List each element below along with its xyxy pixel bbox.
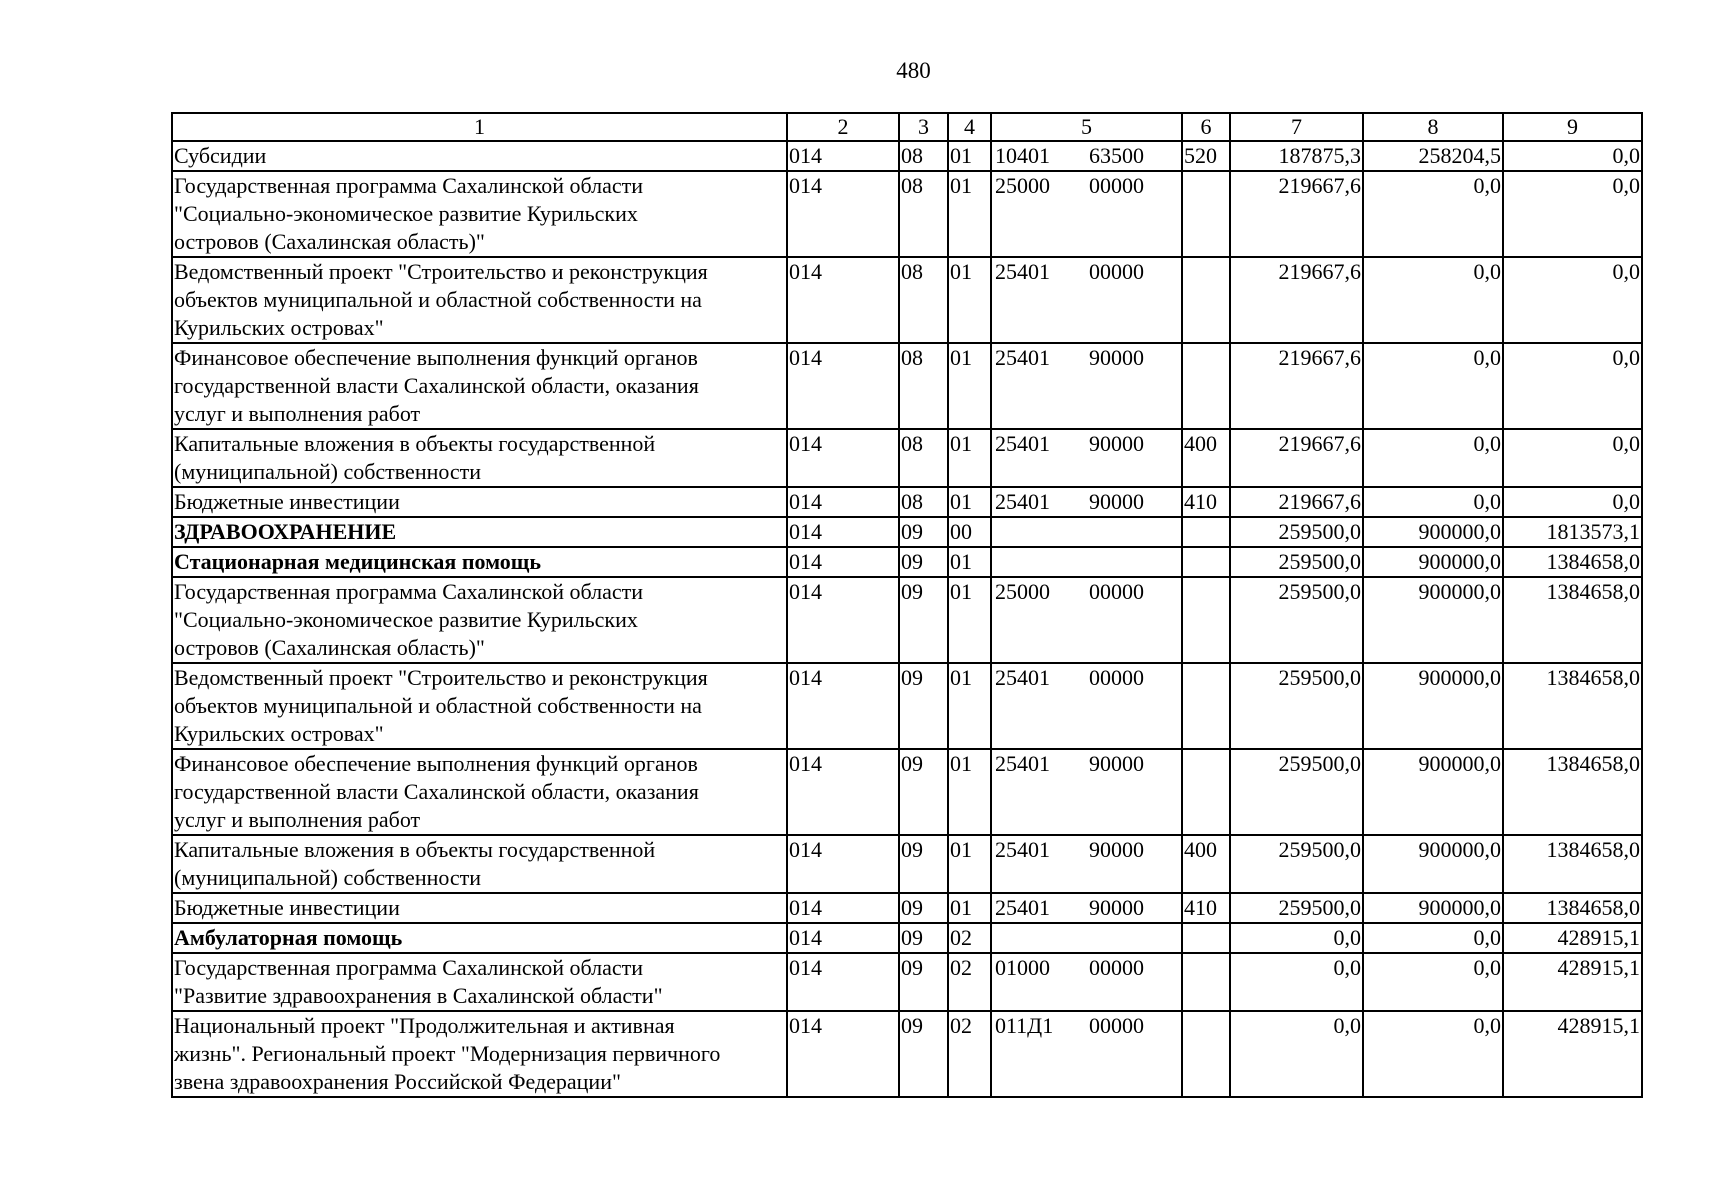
table-row [172, 1011, 1642, 1097]
expense-type-cell [1182, 171, 1230, 257]
admin-code-cell: 014 [787, 141, 899, 171]
table-row [172, 923, 1642, 953]
target-article-program: 011Д1 [995, 1013, 1054, 1038]
expense-type-cell [1182, 577, 1230, 663]
section-code-cell: 09 [899, 749, 948, 835]
target-article-direction: 90000 [1089, 489, 1144, 514]
table-row [172, 343, 1642, 429]
admin-code-cell: 014 [787, 749, 899, 835]
expense-type-cell [1182, 547, 1230, 577]
target-article-cell [991, 923, 1182, 953]
subsection-code-cell: 01 [948, 663, 991, 749]
subsection-code-cell: 01 [948, 487, 991, 517]
amount-col7-cell: 259500,0 [1230, 835, 1363, 893]
amount-col9-cell: 1384658,0 [1503, 893, 1642, 923]
admin-code-cell: 014 [787, 171, 899, 257]
header-cell: 3 [899, 113, 948, 141]
subsection-code-cell: 01 [948, 749, 991, 835]
expense-type-cell: 400 [1182, 429, 1230, 487]
admin-code-cell: 014 [787, 1011, 899, 1097]
row-name-cell: Ведомственный проект "Строительство и реконструкция объектов муниципальной и областной собственности на Курильских островах" [172, 663, 787, 749]
amount-col9-cell: 1384658,0 [1503, 835, 1642, 893]
amount-col7-cell: 259500,0 [1230, 547, 1363, 577]
amount-col8-cell: 258204,5 [1363, 141, 1503, 171]
subsection-code-cell: 01 [948, 343, 991, 429]
amount-col7-cell: 259500,0 [1230, 749, 1363, 835]
target-article-program: 01000 [995, 955, 1050, 980]
target-article-cell [991, 487, 1182, 517]
amount-col8-cell: 0,0 [1363, 171, 1503, 257]
row-name-cell: Субсидии [172, 141, 787, 171]
target-article-program: 25401 [995, 259, 1050, 284]
target-article-program: 25401 [995, 665, 1050, 690]
expense-type-cell [1182, 749, 1230, 835]
target-article-wrap [993, 1012, 1180, 1040]
amount-col7-cell: 219667,6 [1230, 171, 1363, 257]
target-article-wrap [993, 578, 1180, 606]
row-name-cell: Бюджетные инвестиции [172, 893, 787, 923]
row-name-cell: Государственная программа Сахалинской области "Социально-экономическое развитие Курильских островов (Сахалинская область)" [172, 577, 787, 663]
target-article-wrap [993, 954, 1180, 982]
target-article-wrap [993, 344, 1180, 372]
expense-type-cell [1182, 953, 1230, 1011]
expense-type-cell: 410 [1182, 893, 1230, 923]
admin-code-cell: 014 [787, 663, 899, 749]
admin-code-cell: 014 [787, 343, 899, 429]
target-article-program: 10401 [995, 143, 1050, 168]
table-row [172, 141, 1642, 171]
row-name-cell: Национальный проект "Продолжительная и активная жизнь". Региональный проект "Модернизация первичного звена здравоохранения Российской Федерации" [172, 1011, 787, 1097]
target-article-cell [991, 749, 1182, 835]
target-article-wrap [993, 142, 1180, 170]
expense-type-cell: 410 [1182, 487, 1230, 517]
admin-code-cell: 014 [787, 257, 899, 343]
amount-col7-cell: 187875,3 [1230, 141, 1363, 171]
section-code-cell: 09 [899, 577, 948, 663]
section-code-cell: 09 [899, 517, 948, 547]
row-name-cell: Капитальные вложения в объекты государственной (муниципальной) собственности [172, 429, 787, 487]
section-code-cell: 08 [899, 171, 948, 257]
section-code-cell: 09 [899, 547, 948, 577]
target-article-cell [991, 517, 1182, 547]
amount-col8-cell: 900000,0 [1363, 893, 1503, 923]
target-article-direction: 90000 [1089, 345, 1144, 370]
target-article-direction: 00000 [1089, 1013, 1144, 1038]
target-article-program: 25000 [995, 173, 1050, 198]
target-article-cell [991, 257, 1182, 343]
section-code-cell: 08 [899, 141, 948, 171]
target-article-wrap [993, 894, 1180, 922]
row-name-cell: Финансовое обеспечение выполнения функций органов государственной власти Сахалинской области, оказания услуг и выполнения работ [172, 343, 787, 429]
target-article-direction: 90000 [1089, 751, 1144, 776]
table-row [172, 171, 1642, 257]
admin-code-cell: 014 [787, 893, 899, 923]
section-code-cell: 08 [899, 429, 948, 487]
header-cell: 2 [787, 113, 899, 141]
target-article-program: 25401 [995, 431, 1050, 456]
amount-col9-cell: 0,0 [1503, 257, 1642, 343]
table-row [172, 835, 1642, 893]
target-article-direction: 00000 [1089, 259, 1144, 284]
row-name-cell: Стационарная медицинская помощь [172, 547, 787, 577]
target-article-cell [991, 577, 1182, 663]
amount-col8-cell: 0,0 [1363, 953, 1503, 1011]
amount-col8-cell: 0,0 [1363, 1011, 1503, 1097]
header-cell: 6 [1182, 113, 1230, 141]
row-name-cell: Государственная программа Сахалинской области "Развитие здравоохранения в Сахалинской области" [172, 953, 787, 1011]
admin-code-cell: 014 [787, 835, 899, 893]
amount-col7-cell: 0,0 [1230, 923, 1363, 953]
target-article-direction: 00000 [1089, 173, 1144, 198]
amount-col8-cell: 900000,0 [1363, 835, 1503, 893]
table-row [172, 953, 1642, 1011]
target-article-wrap [993, 430, 1180, 458]
table-row [172, 257, 1642, 343]
target-article-cell [991, 141, 1182, 171]
amount-col8-cell: 0,0 [1363, 429, 1503, 487]
row-name-cell: Бюджетные инвестиции [172, 487, 787, 517]
target-article-direction: 90000 [1089, 431, 1144, 456]
target-article-program: 25401 [995, 895, 1050, 920]
subsection-code-cell: 00 [948, 517, 991, 547]
target-article-cell [991, 1011, 1182, 1097]
header-cell: 5 [991, 113, 1182, 141]
amount-col9-cell: 0,0 [1503, 343, 1642, 429]
amount-col8-cell: 900000,0 [1363, 547, 1503, 577]
budget-table [171, 112, 1643, 1098]
row-name-cell: Ведомственный проект "Строительство и реконструкция объектов муниципальной и областной собственности на Курильских островах" [172, 257, 787, 343]
admin-code-cell: 014 [787, 547, 899, 577]
amount-col8-cell: 900000,0 [1363, 577, 1503, 663]
row-name-cell: Государственная программа Сахалинской области "Социально-экономическое развитие Курильских островов (Сахалинская область)" [172, 171, 787, 257]
subsection-code-cell: 01 [948, 835, 991, 893]
target-article-cell [991, 663, 1182, 749]
budget-table-body [172, 141, 1642, 1097]
header-cell: 8 [1363, 113, 1503, 141]
amount-col7-cell: 219667,6 [1230, 343, 1363, 429]
table-row [172, 547, 1642, 577]
amount-col9-cell: 0,0 [1503, 429, 1642, 487]
target-article-cell [991, 171, 1182, 257]
amount-col7-cell: 219667,6 [1230, 487, 1363, 517]
target-article-program: 25401 [995, 751, 1050, 776]
amount-col7-cell: 219667,6 [1230, 257, 1363, 343]
table-row [172, 893, 1642, 923]
subsection-code-cell: 01 [948, 429, 991, 487]
expense-type-cell: 520 [1182, 141, 1230, 171]
target-article-wrap [993, 664, 1180, 692]
expense-type-cell [1182, 517, 1230, 547]
section-code-cell: 09 [899, 953, 948, 1011]
section-code-cell: 09 [899, 663, 948, 749]
table-row [172, 487, 1642, 517]
subsection-code-cell: 01 [948, 577, 991, 663]
subsection-code-cell: 01 [948, 257, 991, 343]
expense-type-cell [1182, 923, 1230, 953]
subsection-code-cell: 01 [948, 893, 991, 923]
admin-code-cell: 014 [787, 487, 899, 517]
amount-col9-cell: 1813573,1 [1503, 517, 1642, 547]
target-article-cell [991, 547, 1182, 577]
header-cell: 4 [948, 113, 991, 141]
target-article-direction: 90000 [1089, 837, 1144, 862]
section-code-cell: 09 [899, 893, 948, 923]
amount-col7-cell: 259500,0 [1230, 893, 1363, 923]
row-name-cell: Финансовое обеспечение выполнения функций органов государственной власти Сахалинской области, оказания услуг и выполнения работ [172, 749, 787, 835]
target-article-cell [991, 953, 1182, 1011]
amount-col9-cell: 1384658,0 [1503, 547, 1642, 577]
amount-col7-cell: 0,0 [1230, 953, 1363, 1011]
amount-col8-cell: 0,0 [1363, 923, 1503, 953]
subsection-code-cell: 02 [948, 923, 991, 953]
header-row [172, 113, 1642, 141]
amount-col7-cell: 219667,6 [1230, 429, 1363, 487]
amount-col9-cell: 1384658,0 [1503, 577, 1642, 663]
row-name-cell: Амбулаторная помощь [172, 923, 787, 953]
expense-type-cell [1182, 1011, 1230, 1097]
table-row [172, 749, 1642, 835]
section-code-cell: 08 [899, 487, 948, 517]
target-article-program: 25401 [995, 489, 1050, 514]
subsection-code-cell: 02 [948, 953, 991, 1011]
target-article-direction: 00000 [1089, 955, 1144, 980]
admin-code-cell: 014 [787, 953, 899, 1011]
amount-col8-cell: 0,0 [1363, 343, 1503, 429]
amount-col8-cell: 0,0 [1363, 487, 1503, 517]
admin-code-cell: 014 [787, 429, 899, 487]
amount-col8-cell: 900000,0 [1363, 749, 1503, 835]
section-code-cell: 08 [899, 343, 948, 429]
section-code-cell: 08 [899, 257, 948, 343]
target-article-program: 25401 [995, 837, 1050, 862]
table-row [172, 429, 1642, 487]
admin-code-cell: 014 [787, 517, 899, 547]
header-cell: 7 [1230, 113, 1363, 141]
header-cell: 9 [1503, 113, 1642, 141]
expense-type-cell [1182, 257, 1230, 343]
subsection-code-cell: 02 [948, 1011, 991, 1097]
table-row [172, 517, 1642, 547]
target-article-wrap [993, 258, 1180, 286]
target-article-wrap [993, 488, 1180, 516]
expense-type-cell [1182, 663, 1230, 749]
amount-col8-cell: 900000,0 [1363, 517, 1503, 547]
target-article-wrap [993, 172, 1180, 200]
table-row [172, 663, 1642, 749]
target-article-cell [991, 893, 1182, 923]
target-article-program: 25401 [995, 345, 1050, 370]
amount-col9-cell: 0,0 [1503, 487, 1642, 517]
amount-col9-cell: 0,0 [1503, 171, 1642, 257]
amount-col7-cell: 259500,0 [1230, 517, 1363, 547]
target-article-direction: 63500 [1089, 143, 1144, 168]
target-article-cell [991, 343, 1182, 429]
section-code-cell: 09 [899, 835, 948, 893]
target-article-direction: 00000 [1089, 579, 1144, 604]
amount-col9-cell: 428915,1 [1503, 1011, 1642, 1097]
amount-col7-cell: 259500,0 [1230, 663, 1363, 749]
amount-col9-cell: 428915,1 [1503, 953, 1642, 1011]
amount-col9-cell: 428915,1 [1503, 923, 1642, 953]
section-code-cell: 09 [899, 1011, 948, 1097]
admin-code-cell: 014 [787, 923, 899, 953]
row-name-cell: ЗДРАВООХРАНЕНИЕ [172, 517, 787, 547]
table-row [172, 577, 1642, 663]
target-article-direction: 90000 [1089, 895, 1144, 920]
target-article-wrap [993, 750, 1180, 778]
section-code-cell: 09 [899, 923, 948, 953]
target-article-cell [991, 429, 1182, 487]
amount-col9-cell: 0,0 [1503, 141, 1642, 171]
amount-col8-cell: 900000,0 [1363, 663, 1503, 749]
amount-col7-cell: 259500,0 [1230, 577, 1363, 663]
admin-code-cell: 014 [787, 577, 899, 663]
subsection-code-cell: 01 [948, 141, 991, 171]
subsection-code-cell: 01 [948, 171, 991, 257]
expense-type-cell: 400 [1182, 835, 1230, 893]
amount-col9-cell: 1384658,0 [1503, 749, 1642, 835]
header-cell: 1 [172, 113, 787, 141]
amount-col8-cell: 0,0 [1363, 257, 1503, 343]
amount-col7-cell: 0,0 [1230, 1011, 1363, 1097]
subsection-code-cell: 01 [948, 547, 991, 577]
expense-type-cell [1182, 343, 1230, 429]
page-number: 480 [896, 58, 931, 83]
target-article-wrap [993, 836, 1180, 864]
target-article-cell [991, 835, 1182, 893]
amount-col9-cell: 1384658,0 [1503, 663, 1642, 749]
target-article-program: 25000 [995, 579, 1050, 604]
target-article-direction: 00000 [1089, 665, 1144, 690]
row-name-cell: Капитальные вложения в объекты государственной (муниципальной) собственности [172, 835, 787, 893]
